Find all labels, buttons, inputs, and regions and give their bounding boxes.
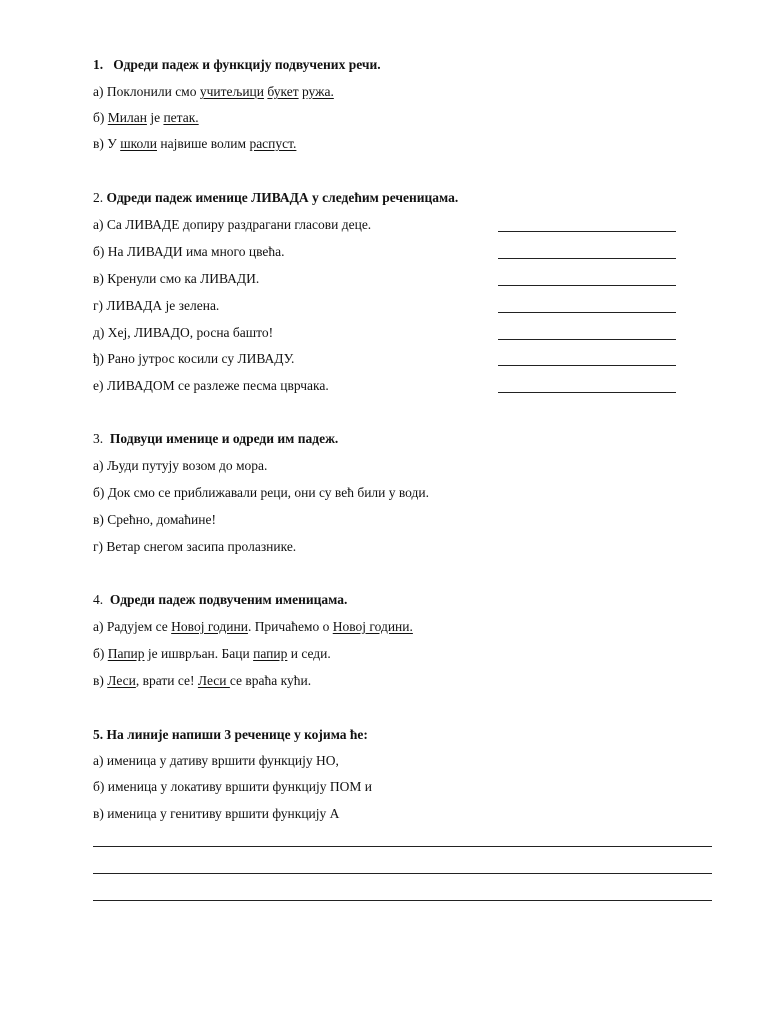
- q4-item-v: [93, 672, 311, 690]
- answer-blank[interactable]: [498, 312, 676, 313]
- writing-line[interactable]: [93, 873, 712, 874]
- q1-heading: [93, 56, 381, 74]
- q4-item-b: [93, 645, 331, 663]
- q2-item: д) Хеј, ЛИВАДО, росна башто!: [93, 325, 274, 340]
- text: а) Поклонили смо: [93, 84, 200, 99]
- underlined-word: петак.: [163, 110, 199, 125]
- text: а) Радујем се: [93, 619, 172, 634]
- underlined-word: Леси: [107, 673, 136, 688]
- q2-item: е) ЛИВАДОМ се разлеже песма цврчака.: [93, 378, 329, 393]
- q1-title: Одреди падеж и функцију подвучених речи.: [113, 57, 381, 72]
- q5-item: б) именица у локативу вршити функцију ПОМ и: [93, 779, 372, 794]
- q4-item-a: [93, 618, 413, 636]
- text: в): [93, 673, 108, 688]
- answer-blank[interactable]: [498, 365, 676, 366]
- q2-item: б) На ЛИВАДИ има много цвећа.: [93, 244, 285, 259]
- q1-item-a: [93, 83, 334, 101]
- underlined-word: Папир: [107, 646, 145, 661]
- q4-title: Одреди падеж подвученим именицама.: [109, 592, 348, 607]
- q3-item: а) Људи путују возом до мора.: [93, 458, 268, 473]
- text: , врати се!: [135, 673, 198, 688]
- underlined-word: Милан: [107, 110, 147, 125]
- text: в) У: [93, 136, 121, 151]
- q5-item: а) именица у дативу вршити функцију НО,: [93, 753, 339, 768]
- underlined-word: школи: [120, 136, 157, 151]
- text: б): [93, 110, 108, 125]
- q1-item-v: [93, 135, 296, 153]
- text: б): [93, 646, 108, 661]
- q2-item: в) Кренули смо ка ЛИВАДИ.: [93, 271, 260, 286]
- q2-item: ђ) Рано јутрос косили су ЛИВАДУ.: [93, 351, 295, 366]
- q2-heading: [93, 189, 458, 207]
- text: је ишврљан. Баци: [144, 646, 254, 661]
- underlined-word: Леси: [197, 673, 230, 688]
- q2-item: г) ЛИВАДА је зелена.: [93, 298, 220, 313]
- underlined-word: ружа.: [301, 84, 334, 99]
- text: највише волим: [157, 136, 250, 151]
- answer-blank[interactable]: [498, 392, 676, 393]
- q4-number: 4.: [93, 592, 104, 607]
- underlined-word: учитељици: [199, 84, 265, 99]
- answer-blank[interactable]: [498, 285, 676, 286]
- q3-item: б) Док смо се приближавали реци, они су већ били у води.: [93, 485, 430, 500]
- q5-title: 5. На линије напиши 3 реченице у којима ће:: [93, 727, 368, 742]
- text: и седи.: [287, 646, 331, 661]
- q2-title: Одреди падеж именице ЛИВАДА у следећим реченицама.: [106, 190, 459, 205]
- text: . Причаћемо о: [247, 619, 333, 634]
- q2-item: а) Са ЛИВАДЕ допиру раздрагани гласови деце.: [93, 217, 372, 232]
- q3-title: Подвуци именице и одреди им падеж.: [109, 431, 339, 446]
- q3-item: в) Срећно, домаћине!: [93, 512, 216, 527]
- underlined-word: Новој години: [171, 619, 248, 634]
- q4-heading: [93, 591, 347, 609]
- text: је: [146, 110, 164, 125]
- q5-item: в) именица у генитиву вршити функцију А: [93, 806, 340, 821]
- answer-blank[interactable]: [498, 339, 676, 340]
- q1-item-b: [93, 109, 199, 127]
- q1-number: 1.: [93, 57, 104, 72]
- underlined-word: букет: [267, 84, 299, 99]
- q2-number: 2.: [93, 190, 104, 205]
- q3-heading: [93, 430, 338, 448]
- writing-line[interactable]: [93, 900, 712, 901]
- answer-blank[interactable]: [498, 258, 676, 259]
- underlined-word: Новој години.: [332, 619, 413, 634]
- writing-line[interactable]: [93, 846, 712, 847]
- q3-number: 3.: [93, 431, 104, 446]
- q3-item: г) Ветар снегом засипа пролазнике.: [93, 539, 297, 554]
- underlined-word: папир: [253, 646, 288, 661]
- underlined-word: распуст.: [249, 136, 297, 151]
- text: се враћа кући.: [229, 673, 312, 688]
- answer-blank[interactable]: [498, 231, 676, 232]
